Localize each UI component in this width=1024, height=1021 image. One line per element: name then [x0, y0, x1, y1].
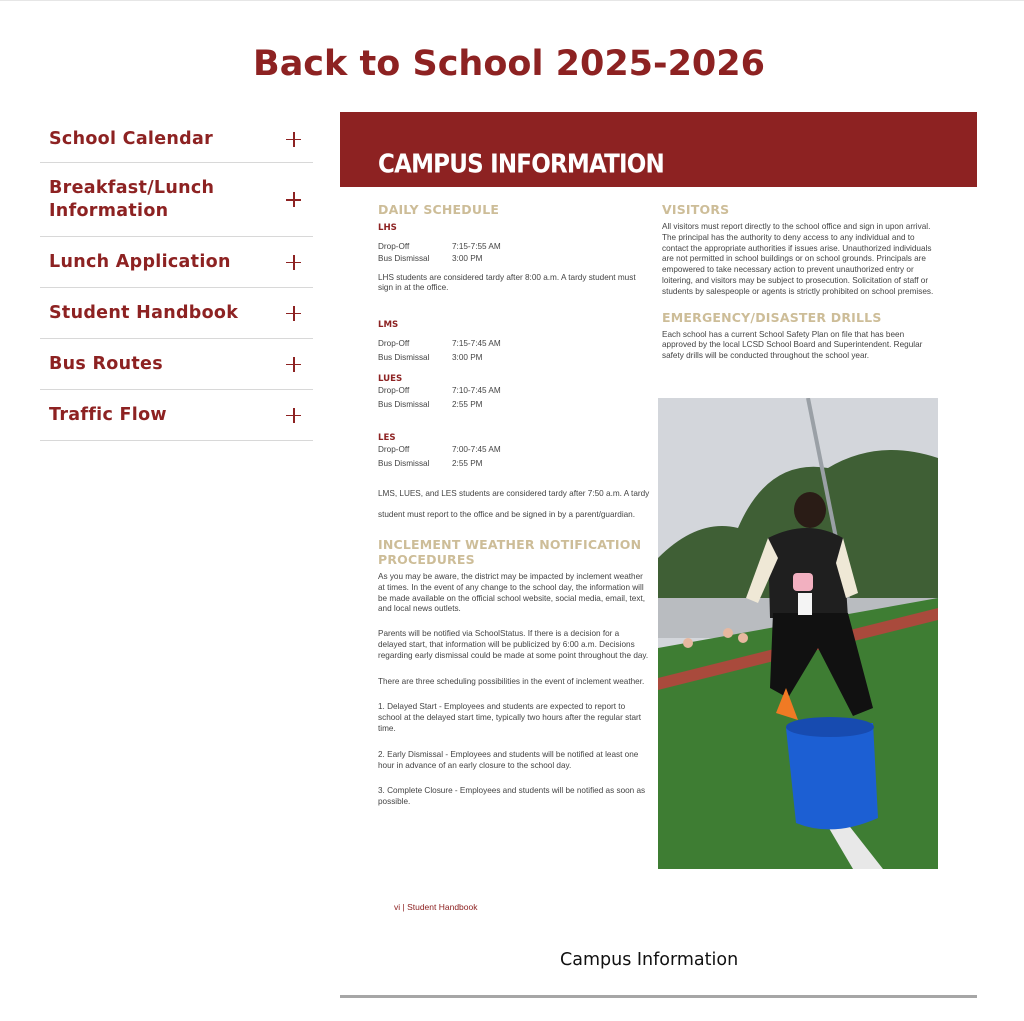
lhs-tardy-note: LHS students are considered tardy after 8:00 a.m. A tardy student must sign in at the office. — [378, 272, 636, 293]
handbook-page-footer: vi | Student Handbook — [394, 902, 478, 912]
photo-illustration — [658, 398, 938, 869]
student-photo — [658, 398, 938, 869]
inclement-paragraph: 3. Complete Closure - Employees and students will be notified as soon as possible. — [378, 786, 646, 807]
inclement-paragraph: 1. Delayed Start - Employees and students are expected to report to school at the delayed start time, typically two hours after the regular start time. — [378, 702, 642, 734]
visitors-title: VISITORS — [662, 202, 730, 217]
plus-icon[interactable] — [286, 408, 301, 423]
inclement-paragraph: There are three scheduling possibilities in the event of inclement weather. — [378, 676, 645, 686]
tardy-note: LMS, LUES, and LES students are considered tardy after 7:50 a.m. A tardy student must report to the office and be signed in by a parent/guardian. — [378, 489, 650, 520]
drills-text: Each school has a current School Safety Plan on file that has been approved by the local LCSD School Board and Superintendent. Regular safety drills will be conducted throughout the school year. — [662, 329, 923, 361]
schedule-row: Drop-Off 7:15-7:55 AM — [378, 242, 501, 251]
school-lhs: LHS — [378, 223, 397, 233]
schedule-row: Drop-Off 7:00-7:45 AM — [378, 445, 501, 455]
handbook-page-image — [340, 112, 977, 922]
inclement-weather-title: INCLEMENT WEATHER NOTIFICATION PROCEDURES — [378, 537, 642, 568]
page-title: Back to School 2025-2026 — [253, 44, 765, 84]
accordion — [40, 116, 313, 441]
accordion-item-lunch-application[interactable] — [40, 237, 313, 288]
school-les: LES — [378, 433, 396, 444]
drills-title: EMERGENCY/DISASTER DRILLS — [662, 309, 882, 325]
accordion-item-school-calendar[interactable] — [40, 116, 313, 163]
accordion-label: Traffic Flow — [49, 404, 167, 425]
visitors-text: All visitors must report directly to the school office and sign in upon arrival. The principal has the authority to deny access to any individual and to contact the appropriate authorities if issues arise. Unauthorized individuals are not permitted in school buildings or on school grounds. Principals are empowered to take necessary action to prevent unauthorized entry or loitering, and visitors may be subject to prosecution. Solicitation of staff or students by salespeople or agents is strictly prohibited on school premises. — [662, 222, 934, 296]
accordion-item-student-handbook[interactable] — [40, 288, 313, 339]
accordion-label: Student Handbook — [49, 302, 239, 323]
accordion-label: Breakfast/Lunch Information — [49, 177, 215, 221]
school-lues: LUES — [378, 374, 403, 385]
inclement-paragraph: Parents will be notified via SchoolStatus. If there is a decision for a delayed start, that information will be publicized by 6:00 a.m. Decisions regarding early dismissal could be made at some point throughout the day. — [378, 629, 649, 660]
image-caption: Campus Information — [560, 950, 739, 970]
plus-icon[interactable] — [286, 357, 301, 372]
caption-underline — [340, 995, 977, 998]
schedule-row: Bus Dismissal 3:00 PM — [378, 352, 483, 362]
schedule-row: Bus Dismissal 2:55 PM — [378, 399, 483, 409]
accordion-item-bus-routes[interactable] — [40, 339, 313, 390]
left-column — [378, 202, 650, 808]
handbook-heading: CAMPUS INFORMATION — [378, 150, 665, 180]
accordion-label: Lunch Application — [49, 251, 231, 272]
schedule-row: Bus Dismissal 3:00 PM — [378, 253, 483, 263]
inclement-paragraph: As you may be aware, the district may be impacted by inclement weather at times. In the event of any change to the school day, the information will be made available on the official school website, social media, email, text, and local news outlets. — [378, 572, 645, 614]
plus-icon[interactable] — [286, 255, 301, 270]
plus-icon[interactable] — [286, 132, 301, 147]
schedule-row: Bus Dismissal 2:55 PM — [378, 458, 483, 468]
daily-schedule-title: DAILY SCHEDULE — [378, 202, 500, 217]
plus-icon[interactable] — [286, 192, 301, 207]
schedule-row: Drop-Off 7:15-7:45 AM — [378, 339, 501, 349]
top-divider — [0, 0, 1024, 1]
accordion-item-breakfast-lunch[interactable] — [40, 163, 313, 237]
inclement-paragraph: 2. Early Dismissal - Employees and students will be notified at least one hour in advance of an early closure to the school day. — [378, 749, 639, 770]
accordion-label: Bus Routes — [49, 353, 163, 374]
accordion-item-traffic-flow[interactable] — [40, 390, 313, 441]
schedule-row: Drop-Off 7:10-7:45 AM — [378, 386, 501, 396]
right-column — [662, 202, 938, 362]
accordion-label: School Calendar — [49, 128, 214, 149]
school-lms: LMS — [378, 320, 399, 331]
plus-icon[interactable] — [286, 306, 301, 321]
